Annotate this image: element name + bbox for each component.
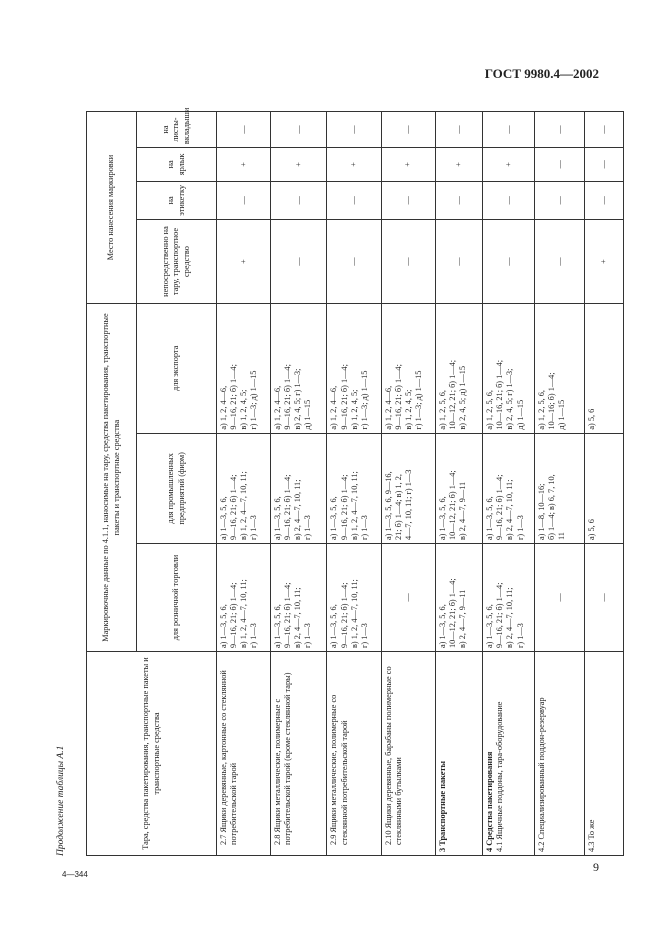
row-name-cell — [271, 652, 327, 856]
export-line: а) 1, 2, 4—6, — [273, 385, 283, 430]
cell-retail — [535, 544, 585, 652]
cell-industry — [381, 433, 435, 543]
cell-label: — — [271, 181, 327, 219]
retail-line: в) 2, 4—7, 10, 11; — [293, 587, 303, 649]
cell-direct: — — [381, 220, 435, 304]
row-name: 2.8 Ящики металлические, полимерные с потребительской тарой (кроме стеклянной тары) — [273, 672, 293, 845]
row-subname: 4.1 Ящичные поддоны, тара-оборудование — [495, 701, 505, 852]
export-line: г) 1—3; д) 1—15 — [413, 370, 423, 430]
industry-line: а) 1—3, 5, 6, — [273, 496, 283, 541]
table-row — [217, 112, 271, 856]
print-code: 4—344 — [62, 870, 88, 879]
cell-export — [381, 304, 435, 434]
cell-sheet: — — [584, 112, 623, 148]
cell-export — [435, 304, 483, 434]
industry-line: 9—16, 21; б) 1—4; — [495, 474, 505, 541]
export-line: в) 1, 2, 4, 5; — [403, 389, 413, 430]
industry-line: в) 2, 4—7, 9—11 — [457, 481, 467, 541]
cell-industry — [217, 433, 271, 543]
retail-line: — — [598, 593, 608, 602]
cell-industry — [435, 433, 483, 543]
cell-retail — [584, 544, 623, 652]
retail-line: а) 1—3, 5, 6, — [329, 604, 339, 649]
header-marking-group: Маркировочные данные по 4.1.1, наносимые на тару, средства пакетирования, транспортные пакеты и транспортные средства — [87, 304, 137, 652]
retail-line: — — [403, 593, 412, 602]
cell-label: — — [584, 181, 623, 219]
export-line: 10—16; б) 1—4; — [547, 372, 557, 430]
cell-sheet: — — [535, 112, 585, 148]
document-code: ГОСТ 9980.4—2002 — [484, 66, 599, 81]
row-name-cell — [483, 652, 535, 856]
page-number: 9 — [593, 860, 599, 874]
industry-line: а) 1—3, 5, 6, — [219, 496, 228, 541]
cell-retail — [271, 544, 327, 652]
retail-line: — — [554, 593, 564, 602]
export-line: 9—16, 21; б) 1—4; — [339, 364, 349, 430]
industry-line: б) 1—4; в) 6, 7, 10, — [547, 474, 557, 541]
cell-sheet: — — [327, 112, 381, 148]
cell-tag: — — [535, 148, 585, 182]
header-export: для экспорта — [137, 304, 217, 434]
cell-industry — [327, 433, 381, 543]
header-place-group: Место нанесения маркировки — [87, 112, 137, 304]
industry-line: г) 1—3 — [249, 515, 259, 541]
export-line: а) 5, 6 — [586, 408, 596, 430]
table-row — [535, 112, 585, 856]
retail-line: г) 1—3 — [249, 623, 259, 649]
cell-tag: + — [435, 148, 483, 182]
cell-direct: + — [217, 220, 271, 304]
marking-table — [86, 107, 624, 856]
retail-line: в) 2, 4—7, 9—11 — [457, 589, 467, 649]
row-name-cell — [535, 652, 585, 856]
export-line: а) 1, 2, 4—6, — [383, 385, 393, 430]
export-line: д) 1—15 — [557, 399, 567, 430]
row-name: 2.10 Ящики деревянные, барабаны полимерные со стеклянными бутылками — [383, 666, 403, 845]
table-row — [435, 112, 483, 856]
cell-label: — — [381, 181, 435, 219]
export-line: а) 1, 2, 4—6, — [329, 385, 339, 430]
cell-label: — — [483, 181, 535, 219]
cell-tag: + — [381, 148, 435, 182]
row-name: 4.3 То же — [586, 819, 596, 852]
cell-direct: — — [327, 220, 381, 304]
export-line: в) 2, 4, 5; г) 1—3; — [293, 368, 303, 430]
header-industry: для промышленных предприятий (фирм) — [137, 433, 217, 543]
retail-line: в) 1, 2, 4—7, 10, 11; — [239, 579, 249, 649]
cell-label: — — [535, 181, 585, 219]
header-tag: на ярлык — [137, 148, 217, 182]
cell-tag: + — [271, 148, 327, 182]
industry-line: в) 1, 2, 4—7, 10, 11; — [239, 471, 249, 541]
row-name: 4.2 Специализированный поддон-резервуар — [537, 697, 547, 852]
row-name: 2.7 Ящики деревянные, картонные со стеклянной потребительской тарой — [219, 670, 239, 845]
export-line: д) 1—15 — [303, 399, 313, 430]
industry-line: 11 — [557, 532, 567, 541]
table-row — [271, 112, 327, 856]
table-row — [483, 112, 535, 856]
industry-line: 10—12, 21; б) 1—4; — [447, 470, 457, 541]
cell-direct: — — [435, 220, 483, 304]
export-line: в) 2, 4, 5; д) 1—15 — [457, 365, 467, 430]
industry-line: 4—7, 10, 11; г) 1—3 — [403, 469, 413, 541]
industry-line: а) 1—3, 5, 6, — [437, 496, 447, 541]
export-line: в) 1, 2, 4, 5; — [239, 389, 249, 430]
header-retail: для розничной торговли — [137, 544, 217, 652]
row-name: 4 Средства пакетирования — [485, 751, 495, 852]
industry-line: в) 2, 4—7, 10, 11; — [505, 479, 515, 541]
row-name-cell — [217, 652, 271, 856]
retail-line: г) 1—3 — [359, 623, 369, 649]
industry-line: 9—16, 21; б) 1—4; — [283, 474, 293, 541]
retail-line: г) 1—3 — [303, 623, 313, 649]
header-container-type: Тара, средства пакетирования, транспортные пакеты и транспортные средства — [87, 652, 217, 856]
cell-label: — — [327, 181, 381, 219]
cell-sheet: — — [435, 112, 483, 148]
export-line: в) 1, 2, 4, 5; — [349, 389, 359, 430]
retail-line: а) 1—3, 5, 6, — [273, 604, 283, 649]
retail-line: 9—16, 21; б) 1—4; — [495, 582, 505, 649]
cell-retail — [483, 544, 535, 652]
cell-sheet: — — [483, 112, 535, 148]
cell-direct: + — [584, 220, 623, 304]
cell-industry — [271, 433, 327, 543]
export-line: г) 1—3; д) 1—15 — [359, 370, 369, 430]
cell-industry — [584, 433, 623, 543]
cell-export — [584, 304, 623, 434]
row-name-cell — [435, 652, 483, 856]
rotated-table-block — [56, 107, 626, 856]
cell-retail — [217, 544, 271, 652]
row-name-cell — [584, 652, 623, 856]
retail-line: 9—16, 21; б) 1—4; — [283, 582, 293, 649]
cell-direct: — — [271, 220, 327, 304]
export-line: а) 1, 2, 4—6, — [219, 385, 228, 430]
retail-line: а) 1—3, 5, 6, — [437, 604, 447, 649]
industry-line: 9—16, 21; б) 1—4; — [339, 474, 349, 541]
retail-line: а) 1—3, 5, 6, — [485, 604, 495, 649]
export-line: 10—12, 21; б) 1—4; — [447, 359, 457, 430]
cell-tag: — — [584, 148, 623, 182]
industry-line: а) 1—3, 5, 6, — [485, 496, 495, 541]
cell-direct: — — [483, 220, 535, 304]
header-sheet: на листы-вкладыши — [137, 112, 217, 148]
cell-tag: + — [217, 148, 271, 182]
export-line: 9—16, 21; б) 1—4; — [393, 364, 403, 430]
industry-line: г) 1—3 — [303, 515, 313, 541]
table-row — [327, 112, 381, 856]
industry-line: в) 1, 2, 4—7, 10, 11; — [349, 471, 359, 541]
retail-line: 10—12, 21; б) 1—4; — [447, 578, 457, 649]
header-direct: непосредственно на тару, транспортное средство — [137, 220, 217, 304]
cell-export — [217, 304, 271, 434]
table-row — [584, 112, 623, 856]
export-line: а) 1, 2, 5, 6, — [537, 390, 547, 430]
cell-tag: + — [483, 148, 535, 182]
industry-line: г) 1—3 — [359, 515, 369, 541]
export-line: 10—16, 21; б) 1—4; — [495, 359, 505, 430]
export-line: в) 2, 4, 5; г) 1—3; — [505, 368, 515, 430]
cell-export — [271, 304, 327, 434]
industry-line: в) 2, 4—7, 10, 11; — [293, 479, 303, 541]
header-label: на этикетку — [137, 181, 217, 219]
export-line: а) 1, 2, 5, 6, — [437, 390, 447, 430]
retail-line: 9—16, 21; б) 1—4; — [339, 582, 349, 649]
row-name: 2.9 Ящики металлические, полимерные со стеклянной потребительской тарой — [329, 694, 349, 845]
industry-line: 21; б) 1—4; в) 1, 2, — [393, 474, 403, 541]
retail-line: а) 1—3, 5, 6, — [219, 604, 228, 649]
export-line: а) 1, 2, 5, 6, — [485, 390, 495, 430]
cell-export — [483, 304, 535, 434]
export-line: 9—16, 21; б) 1—4; — [229, 364, 239, 430]
industry-line: а) 1—3, 5, 6, 9—16, — [383, 471, 393, 541]
cell-industry — [535, 433, 585, 543]
retail-line: в) 1, 2, 4—7, 10, 11; — [349, 579, 359, 649]
row-name-cell — [381, 652, 435, 856]
cell-sheet: — — [381, 112, 435, 148]
cell-retail — [435, 544, 483, 652]
table-row — [381, 112, 435, 856]
cell-retail — [327, 544, 381, 652]
export-line: д) 1—15 — [515, 399, 525, 430]
cell-sheet: — — [271, 112, 327, 148]
cell-tag: + — [327, 148, 381, 182]
cell-export — [327, 304, 381, 434]
cell-label: — — [217, 181, 271, 219]
row-name-cell — [327, 652, 381, 856]
export-line: г) 1—3; д) 1—15 — [249, 370, 259, 430]
retail-line: в) 2, 4—7, 10, 11; — [505, 587, 515, 649]
cell-sheet: — — [217, 112, 271, 148]
cell-label: — — [435, 181, 483, 219]
retail-line: 9—16, 21; б) 1—4; — [229, 582, 239, 649]
table-caption: Продолжение таблицы А.1 — [56, 745, 66, 856]
industry-line: а) 1—3, 5, 6, — [329, 496, 339, 541]
industry-line: г) 1—3 — [515, 515, 525, 541]
cell-export — [535, 304, 585, 434]
retail-line: г) 1—3 — [515, 623, 525, 649]
export-line: 9—16, 21; б) 1—4; — [283, 364, 293, 430]
industry-line: 9—16, 21; б) 1—4; — [229, 474, 239, 541]
cell-direct: — — [535, 220, 585, 304]
row-name: 3 Транспортные пакеты — [437, 761, 447, 852]
cell-retail — [381, 544, 435, 652]
cell-industry — [483, 433, 535, 543]
industry-line: а) 5, 6 — [586, 519, 596, 541]
industry-line: а) 1—8, 10—16; — [537, 483, 547, 541]
